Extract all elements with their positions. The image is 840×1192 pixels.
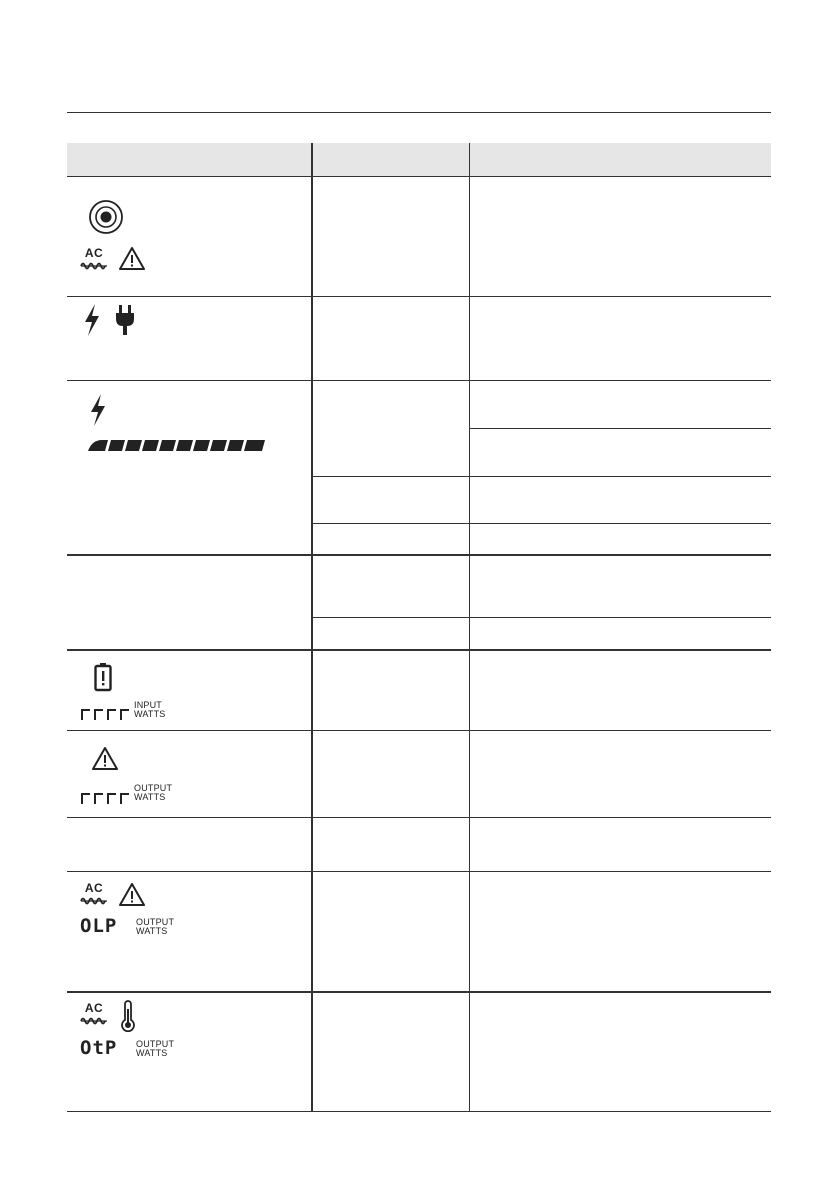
warning-triangle-icon (118, 246, 146, 272)
output-label: OUTPUT WATTS (134, 783, 173, 802)
segment-display-dashes-icon (80, 707, 132, 721)
row-divider (67, 730, 771, 731)
plug-icon (114, 304, 136, 336)
thermometer-icon (120, 1000, 136, 1032)
sub-row-divider (313, 523, 771, 524)
input-label: INPUT WATTS (134, 700, 166, 719)
row-divider (67, 871, 771, 872)
power-button-icon (87, 198, 125, 236)
column-divider-1 (311, 143, 313, 1111)
row-divider (67, 817, 771, 818)
header-col-description (470, 143, 770, 176)
ac-label: AC (84, 881, 104, 895)
ac-label: AC (84, 1001, 104, 1015)
sub-row-divider (313, 476, 771, 477)
row-divider (67, 991, 771, 993)
row-divider (67, 1111, 771, 1112)
header-col-status (313, 143, 468, 176)
row-divider (67, 649, 771, 651)
segment-display-dashes-icon (80, 791, 132, 805)
bolt-icon (88, 393, 108, 427)
row-divider (67, 380, 771, 381)
bolt-icon (82, 303, 102, 337)
sub-row-divider (313, 617, 771, 618)
table-header (67, 143, 771, 177)
charge-level-bar-icon (86, 436, 268, 452)
output-label: OUTPUT WATTS (136, 1039, 175, 1058)
output-label: OUTPUT WATTS (136, 917, 175, 936)
warning-triangle-icon (91, 746, 119, 772)
header-col-indicator (67, 143, 311, 176)
sub-row-divider (470, 428, 771, 429)
column-divider-2 (469, 143, 470, 1111)
top-rule (67, 112, 771, 113)
battery-alert-icon (93, 662, 113, 692)
ac-wave-icon (80, 1002, 108, 1028)
segment-display-olp-icon: OLP (80, 915, 118, 937)
ac-label: AC (84, 246, 104, 260)
ac-wave-icon (80, 247, 108, 273)
ac-wave-icon (80, 882, 108, 908)
segment-display-otp-icon: OtP (80, 1037, 118, 1059)
warning-triangle-icon (118, 882, 146, 908)
row-divider (67, 296, 771, 297)
row-divider (67, 554, 771, 556)
